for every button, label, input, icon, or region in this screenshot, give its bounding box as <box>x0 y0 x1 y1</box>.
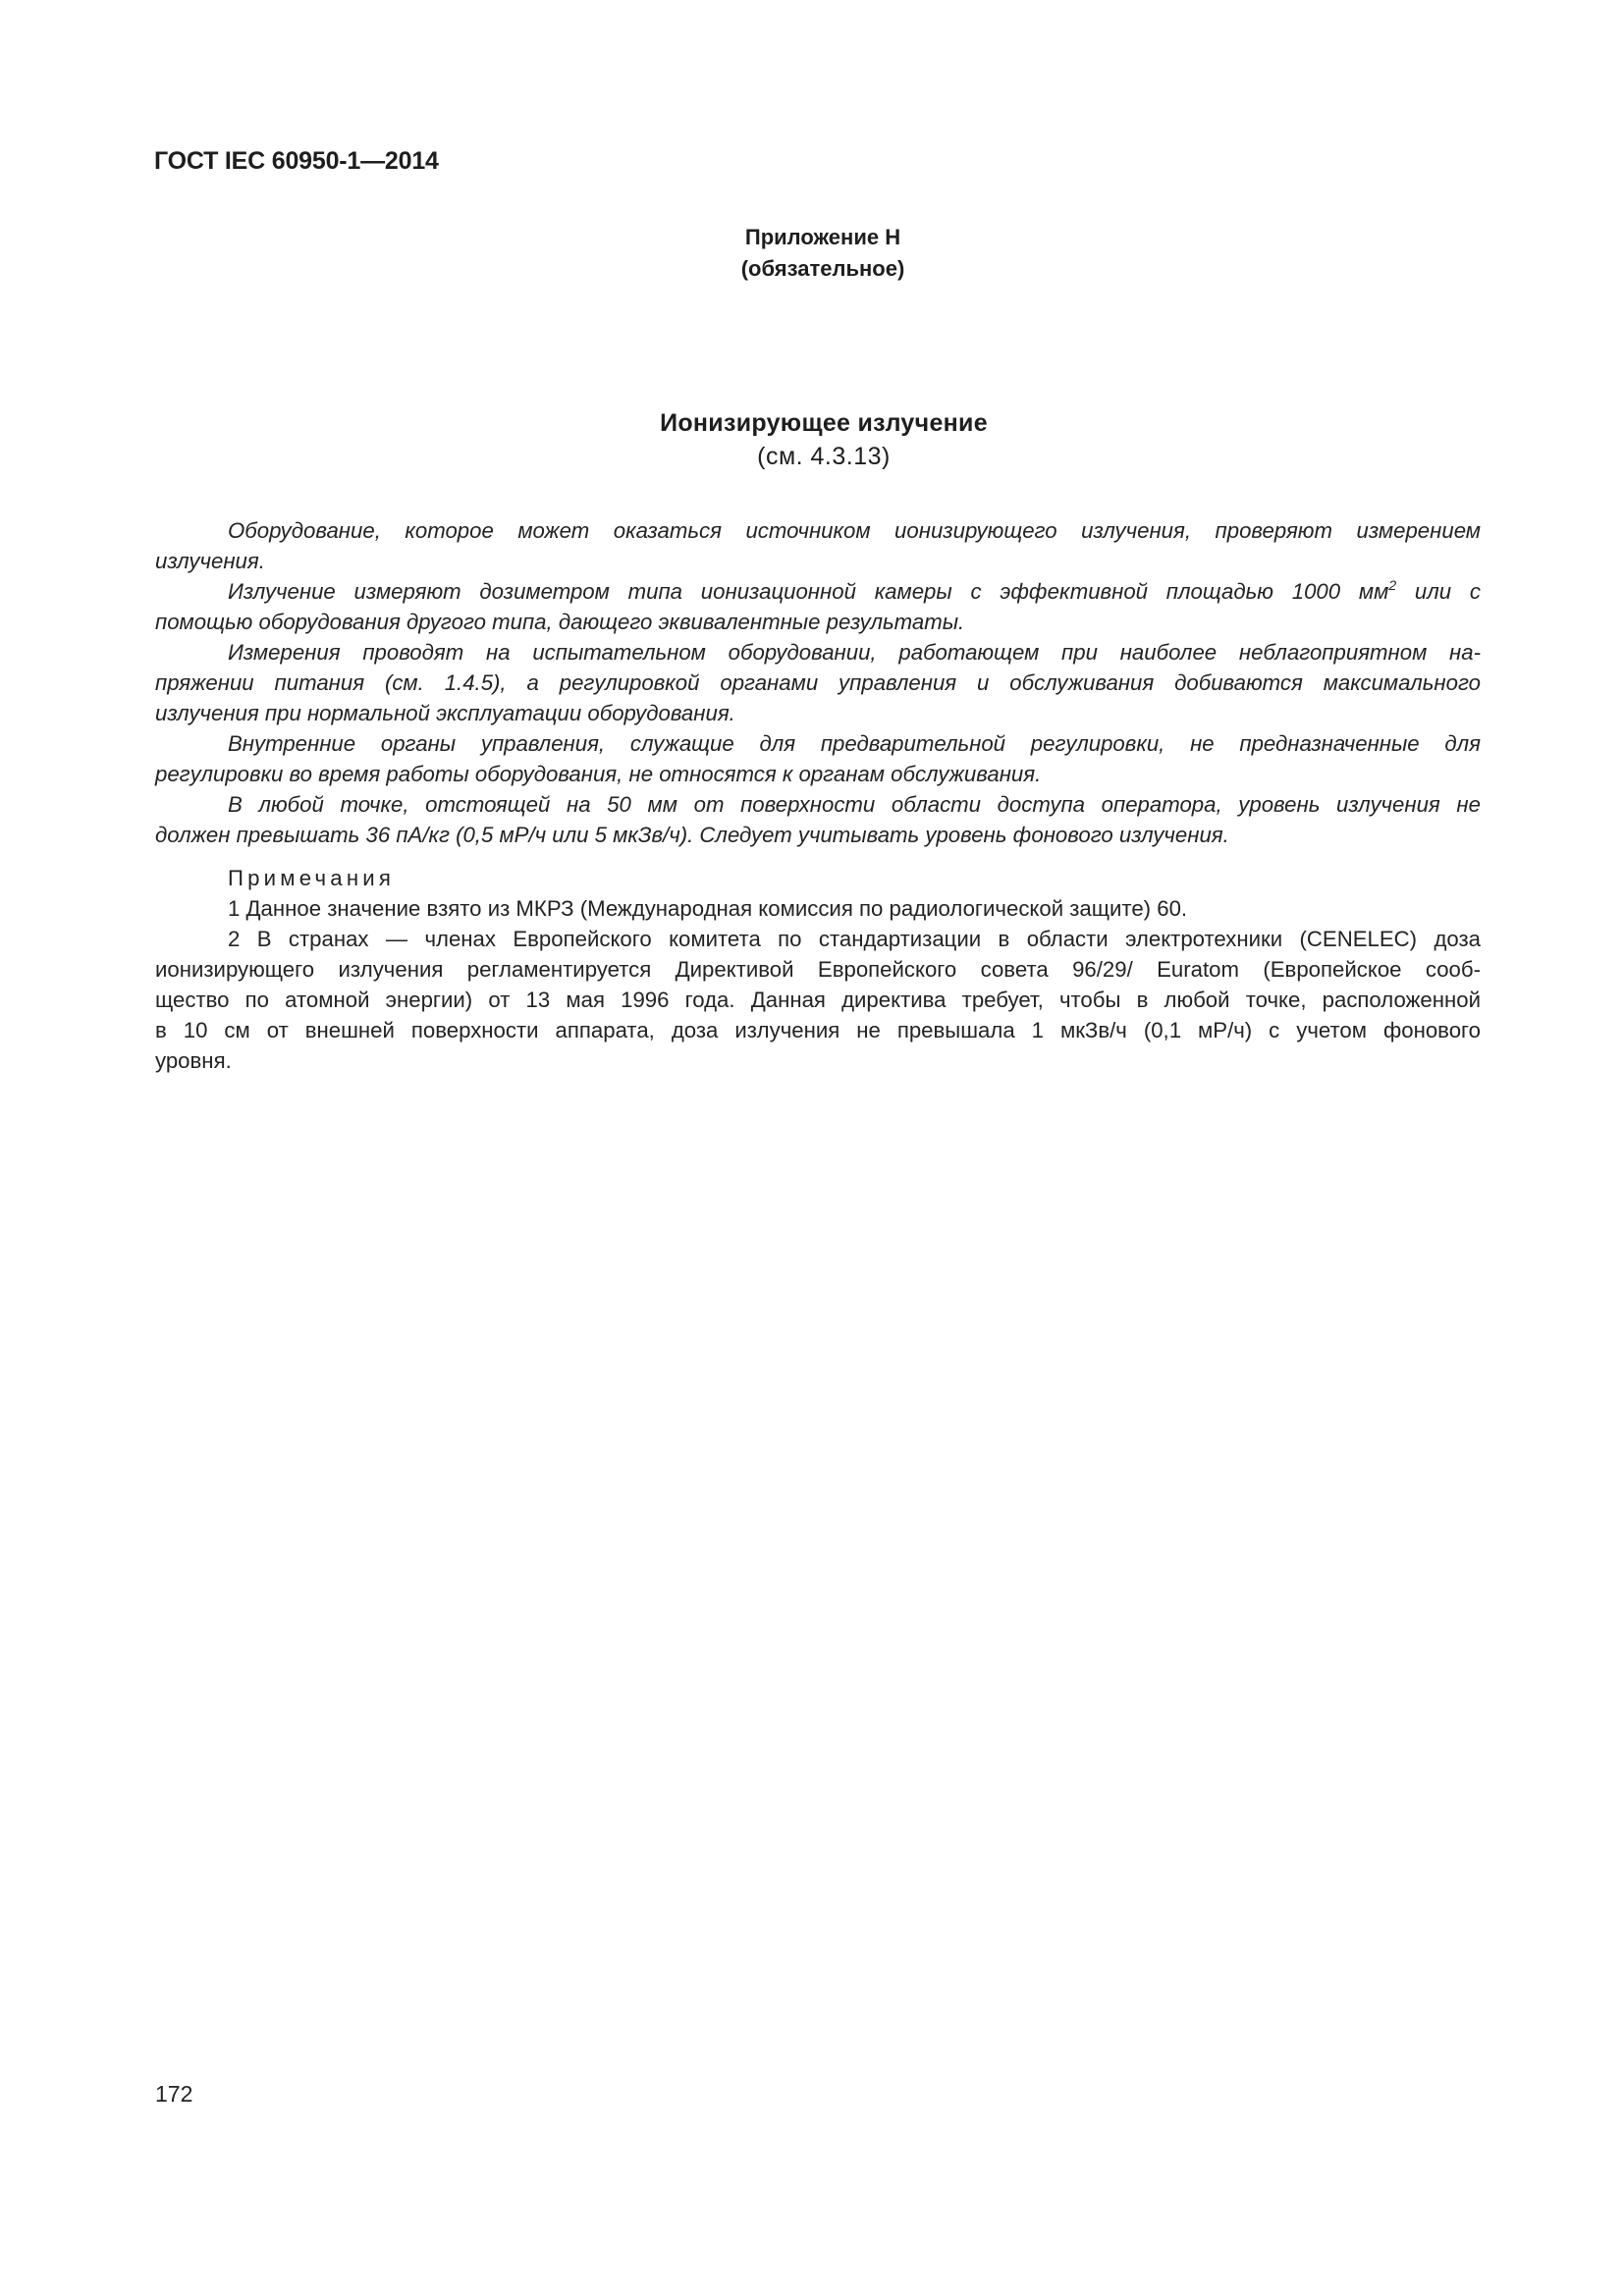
notes-section <box>155 863 1481 1076</box>
paragraph <box>155 576 1481 637</box>
paragraph-line: Измерения проводят на испытательном оборудовании, работающем при наиболее неблагоприятном на- <box>228 640 1481 665</box>
note-line: 1 Данное значение взято из МКРЗ (Международная комиссия по радиологической защите) 60. <box>228 896 1188 921</box>
paragraph-line: помощью оборудования другого типа, дающего эквивалентные результаты. <box>155 610 965 634</box>
note-line: в 10 см от внешней поверхности аппарата, доза излучения не превышала 1 мкЗв/ч (0,1 мР/ч) с учетом фонового <box>155 1018 1481 1042</box>
section-reference: (см. 4.3.13) <box>757 443 891 470</box>
paragraph-line: регулировки во время работы оборудования, не относятся к органам обслуживания. <box>155 762 1042 786</box>
note-line: ионизирующего излучения регламентируется Директивой Европейского совета 96/29/ Euratom (Европейское сооб- <box>155 957 1481 982</box>
paragraph-line: пряжении питания (см. 1.4.5), а регулировкой органами управления и обслуживания добиваются максимального <box>155 670 1481 695</box>
paragraph-line <box>155 576 1481 607</box>
body-paragraphs <box>155 515 1481 850</box>
paragraph <box>155 728 1481 789</box>
note-line: 2 В странах — членах Европейского комитета по стандартизации в области электротехники (CENELEC) доза <box>228 927 1481 951</box>
paragraph-line: В любой точке, отстоящей на 50 мм от поверхности области доступа оператора, уровень излучения не <box>228 792 1481 817</box>
standard-designation: ГОСТ IEC 60950-1—2014 <box>154 147 439 175</box>
annex-status: (обязательное) <box>740 256 905 281</box>
paragraph <box>155 515 1481 576</box>
paragraph-line: Внутренние органы управления, служащие для предварительной регулировки, не предназначенные для <box>228 731 1481 756</box>
section-heading <box>0 406 1624 473</box>
page-number: 172 <box>155 2081 193 2107</box>
paragraph <box>155 789 1481 850</box>
section-title: Ионизирующее излучение <box>660 409 988 437</box>
annex-label: Приложение Н <box>744 225 901 249</box>
note-item <box>155 893 1481 924</box>
paragraph-line: излучения. <box>155 549 265 573</box>
note-line: щество по атомной энергии) от 13 мая 1996 года. Данная директива требует, чтобы в любой точке, расположенной <box>155 988 1481 1012</box>
notes-title: Примечания <box>228 866 396 890</box>
annex-heading <box>0 222 1624 285</box>
paragraph-line: излучения при нормальной эксплуатации оборудования. <box>155 701 735 725</box>
paragraph-line: должен превышать 36 пА/кг (0,5 мР/ч или 5 мкЗв/ч). Следует учитывать уровень фонового излучения. <box>155 823 1229 847</box>
superscript: 2 <box>1388 577 1397 593</box>
paragraph <box>155 637 1481 728</box>
paragraph-text: Излучение измеряют дозиметром типа ионизационной камеры с эффективной площадью 1000 мм <box>228 579 1389 604</box>
note-item <box>155 924 1481 1076</box>
paragraph-text: или с <box>1396 579 1481 604</box>
note-line: уровня. <box>155 1048 232 1073</box>
paragraph-line: Оборудование, которое может оказаться источником ионизирующего излучения, проверяют измерением <box>228 518 1481 543</box>
